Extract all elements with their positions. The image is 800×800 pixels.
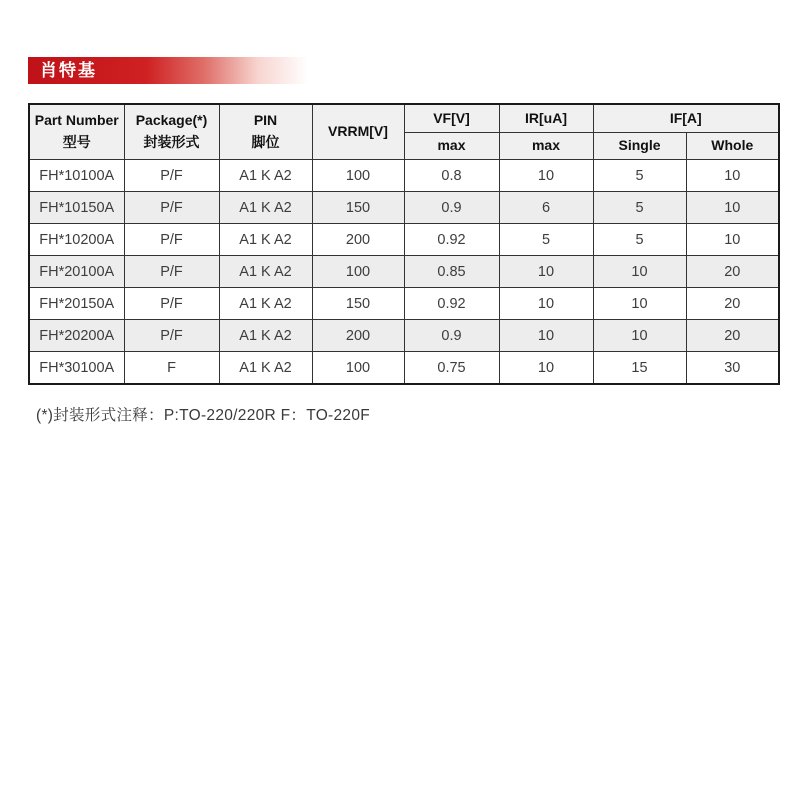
table-row <box>29 288 779 320</box>
cell-part: FH*10150A <box>29 192 124 224</box>
cell-vf: 0.9 <box>404 192 499 224</box>
cell-whole: 30 <box>686 352 779 385</box>
cell-single: 5 <box>593 160 686 192</box>
cell-whole: 10 <box>686 224 779 256</box>
cell-pkg: P/F <box>124 224 219 256</box>
col-header-part-number-en: Part Number <box>34 112 119 129</box>
cell-pin: A1 K A2 <box>219 224 312 256</box>
spec-table-body <box>29 160 779 385</box>
col-header-part-number <box>29 104 124 160</box>
cell-whole: 20 <box>686 288 779 320</box>
cell-single: 5 <box>593 224 686 256</box>
col-subheader-if-single: Single <box>593 133 686 160</box>
cell-pin: A1 K A2 <box>219 160 312 192</box>
cell-vrrm: 150 <box>312 288 404 320</box>
cell-ir: 10 <box>499 256 593 288</box>
cell-pkg: P/F <box>124 256 219 288</box>
cell-vrrm: 100 <box>312 160 404 192</box>
cell-single: 10 <box>593 320 686 352</box>
cell-vf: 0.85 <box>404 256 499 288</box>
cell-part: FH*10100A <box>29 160 124 192</box>
cell-ir: 10 <box>499 352 593 385</box>
cell-ir: 10 <box>499 288 593 320</box>
cell-vf: 0.8 <box>404 160 499 192</box>
col-header-if: IF[A] <box>593 104 779 133</box>
cell-pkg: P/F <box>124 288 219 320</box>
col-header-pin-zh: 脚位 <box>251 134 280 150</box>
table-row <box>29 352 779 385</box>
cell-ir: 10 <box>499 160 593 192</box>
cell-vrrm: 150 <box>312 192 404 224</box>
col-header-vrrm: VRRM[V] <box>312 104 404 160</box>
cell-vrrm: 100 <box>312 352 404 385</box>
cell-part: FH*20150A <box>29 288 124 320</box>
col-header-package-en: Package(*) <box>135 112 208 129</box>
col-header-package <box>124 104 219 160</box>
spec-table-header <box>29 104 779 160</box>
cell-single: 10 <box>593 256 686 288</box>
col-subheader-vf-max: max <box>404 133 499 160</box>
cell-pin: A1 K A2 <box>219 288 312 320</box>
cell-pkg: P/F <box>124 160 219 192</box>
cell-vrrm: 200 <box>312 320 404 352</box>
cell-vf: 0.75 <box>404 352 499 385</box>
cell-single: 10 <box>593 288 686 320</box>
section-banner <box>28 57 323 84</box>
table-row <box>29 224 779 256</box>
cell-vrrm: 100 <box>312 256 404 288</box>
col-header-ir: IR[uA] <box>499 104 593 133</box>
spec-table <box>28 103 780 385</box>
cell-pin: A1 K A2 <box>219 256 312 288</box>
table-row <box>29 160 779 192</box>
cell-whole: 20 <box>686 320 779 352</box>
cell-whole: 20 <box>686 256 779 288</box>
col-header-vf: VF[V] <box>404 104 499 133</box>
col-header-pin <box>219 104 312 160</box>
cell-whole: 10 <box>686 160 779 192</box>
cell-part: FH*20200A <box>29 320 124 352</box>
package-footnote: (*)封装形式注释：P:TO-220/220R F：TO-220F <box>36 407 371 424</box>
cell-single: 15 <box>593 352 686 385</box>
section-title: 肖特基 <box>40 61 97 80</box>
table-row <box>29 256 779 288</box>
cell-part: FH*20100A <box>29 256 124 288</box>
col-header-part-number-zh: 型号 <box>62 134 91 150</box>
cell-ir: 10 <box>499 320 593 352</box>
col-subheader-ir-max: max <box>499 133 593 160</box>
cell-vf: 0.92 <box>404 288 499 320</box>
cell-pin: A1 K A2 <box>219 352 312 385</box>
table-row <box>29 192 779 224</box>
cell-part: FH*30100A <box>29 352 124 385</box>
cell-ir: 6 <box>499 192 593 224</box>
cell-vf: 0.9 <box>404 320 499 352</box>
cell-vf: 0.92 <box>404 224 499 256</box>
cell-pkg: P/F <box>124 320 219 352</box>
cell-pin: A1 K A2 <box>219 320 312 352</box>
cell-part: FH*10200A <box>29 224 124 256</box>
col-subheader-if-whole: Whole <box>686 133 779 160</box>
cell-single: 5 <box>593 192 686 224</box>
cell-pkg: P/F <box>124 192 219 224</box>
cell-vrrm: 200 <box>312 224 404 256</box>
table-row <box>29 320 779 352</box>
col-header-pin-en: PIN <box>253 112 278 129</box>
cell-whole: 10 <box>686 192 779 224</box>
cell-pin: A1 K A2 <box>219 192 312 224</box>
cell-ir: 5 <box>499 224 593 256</box>
cell-pkg: F <box>124 352 219 385</box>
col-header-package-zh: 封装形式 <box>143 134 200 150</box>
